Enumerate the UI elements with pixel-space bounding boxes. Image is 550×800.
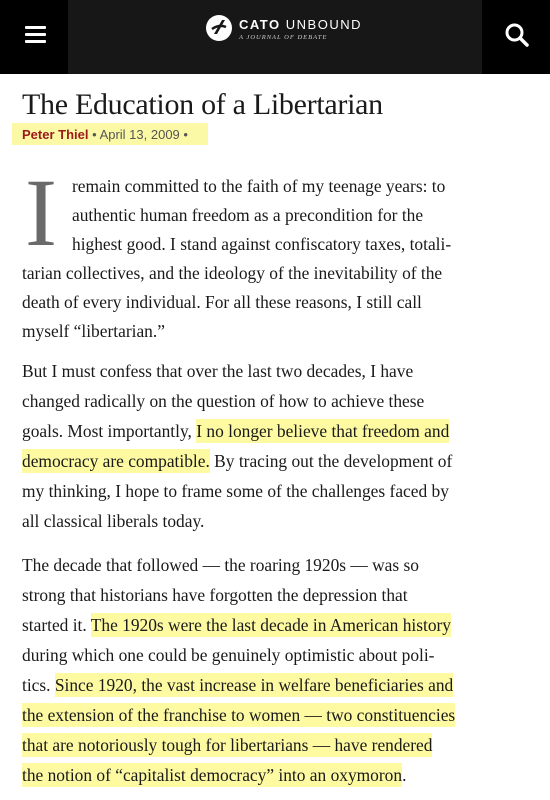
paragraph-line: But I must confess that over the last two decades, I have <box>22 361 414 381</box>
author-link[interactable]: Peter Thiel <box>22 127 89 142</box>
article-title: The Education of a Libertarian <box>22 88 383 121</box>
highlighted-text: the extension of the franchise to women — two constituencies <box>22 705 456 725</box>
highlighted-text: Since 1920, the vast increase in welfare beneficiaries and <box>54 675 454 695</box>
paragraph-line <box>22 700 455 730</box>
paragraph-line: tics. Since 1920, the vast increase in welfare beneficiaries and <box>22 675 454 695</box>
paragraph-line: highest good. I stand against confiscatory taxes, totali- <box>72 234 452 254</box>
paragraph-line: The decade that followed — the roaring 1920s — was so <box>22 555 419 575</box>
paragraph-line: authentic human freedom as a precondition for the <box>72 205 424 225</box>
paragraph-line: started it. The 1920s were the last decade in American history <box>22 615 452 635</box>
paragraph-line: changed radically on the question of how to achieve these <box>22 391 425 411</box>
highlighted-text: democracy are compatible. <box>22 451 210 471</box>
byline: Peter Thiel • April 13, 2009 • <box>22 127 188 142</box>
paragraph-line: the notion of “capitalist democracy” into an oxymoron. <box>22 765 407 785</box>
hamburger-menu-icon <box>25 26 46 44</box>
site-logo[interactable] <box>205 14 365 54</box>
paragraph-line: goals. Most importantly, I no longer believe that freedom and <box>22 421 450 441</box>
publish-date: April 13, 2009 <box>99 127 180 142</box>
paragraph-line: democracy are compatible. By tracing out the development of <box>22 451 453 471</box>
search-button[interactable] <box>482 0 550 74</box>
drop-cap: I <box>25 159 57 266</box>
paragraph-line: strong that historians have forgotten the depression that <box>22 585 408 605</box>
highlighted-text: the notion of “capitalist democracy” into an oxymoron <box>22 765 403 785</box>
highlighted-text: The 1920s were the last decade in American history <box>90 615 452 635</box>
paragraph-line: death of every individual. For all these reasons, I still call <box>22 292 422 312</box>
paragraph-line <box>22 730 432 760</box>
paragraph-line: all classical liberals today. <box>22 511 205 531</box>
cato-logo-icon <box>205 14 233 42</box>
highlighted-text: that are notoriously tough for libertarians — have rendered <box>22 735 433 755</box>
highlighted-text: I no longer believe that freedom and <box>196 421 450 441</box>
search-icon <box>504 22 530 48</box>
paragraph-line: during which one could be genuinely optimistic about poli- <box>22 645 435 665</box>
paragraph-line: remain committed to the faith of my teenage years: to <box>72 176 446 196</box>
paragraph-line: tarian collectives, and the ideology of the inevitability of the <box>22 263 443 283</box>
site-header <box>0 0 550 74</box>
menu-button[interactable] <box>0 0 68 74</box>
paragraph-line: myself “libertarian.” <box>22 321 165 341</box>
brand-name: CATO UNBOUND <box>239 17 362 32</box>
brand-tagline: A JOURNAL OF DEBATE <box>239 34 328 41</box>
paragraph-line: my thinking, I hope to frame some of the challenges faced by <box>22 481 449 501</box>
